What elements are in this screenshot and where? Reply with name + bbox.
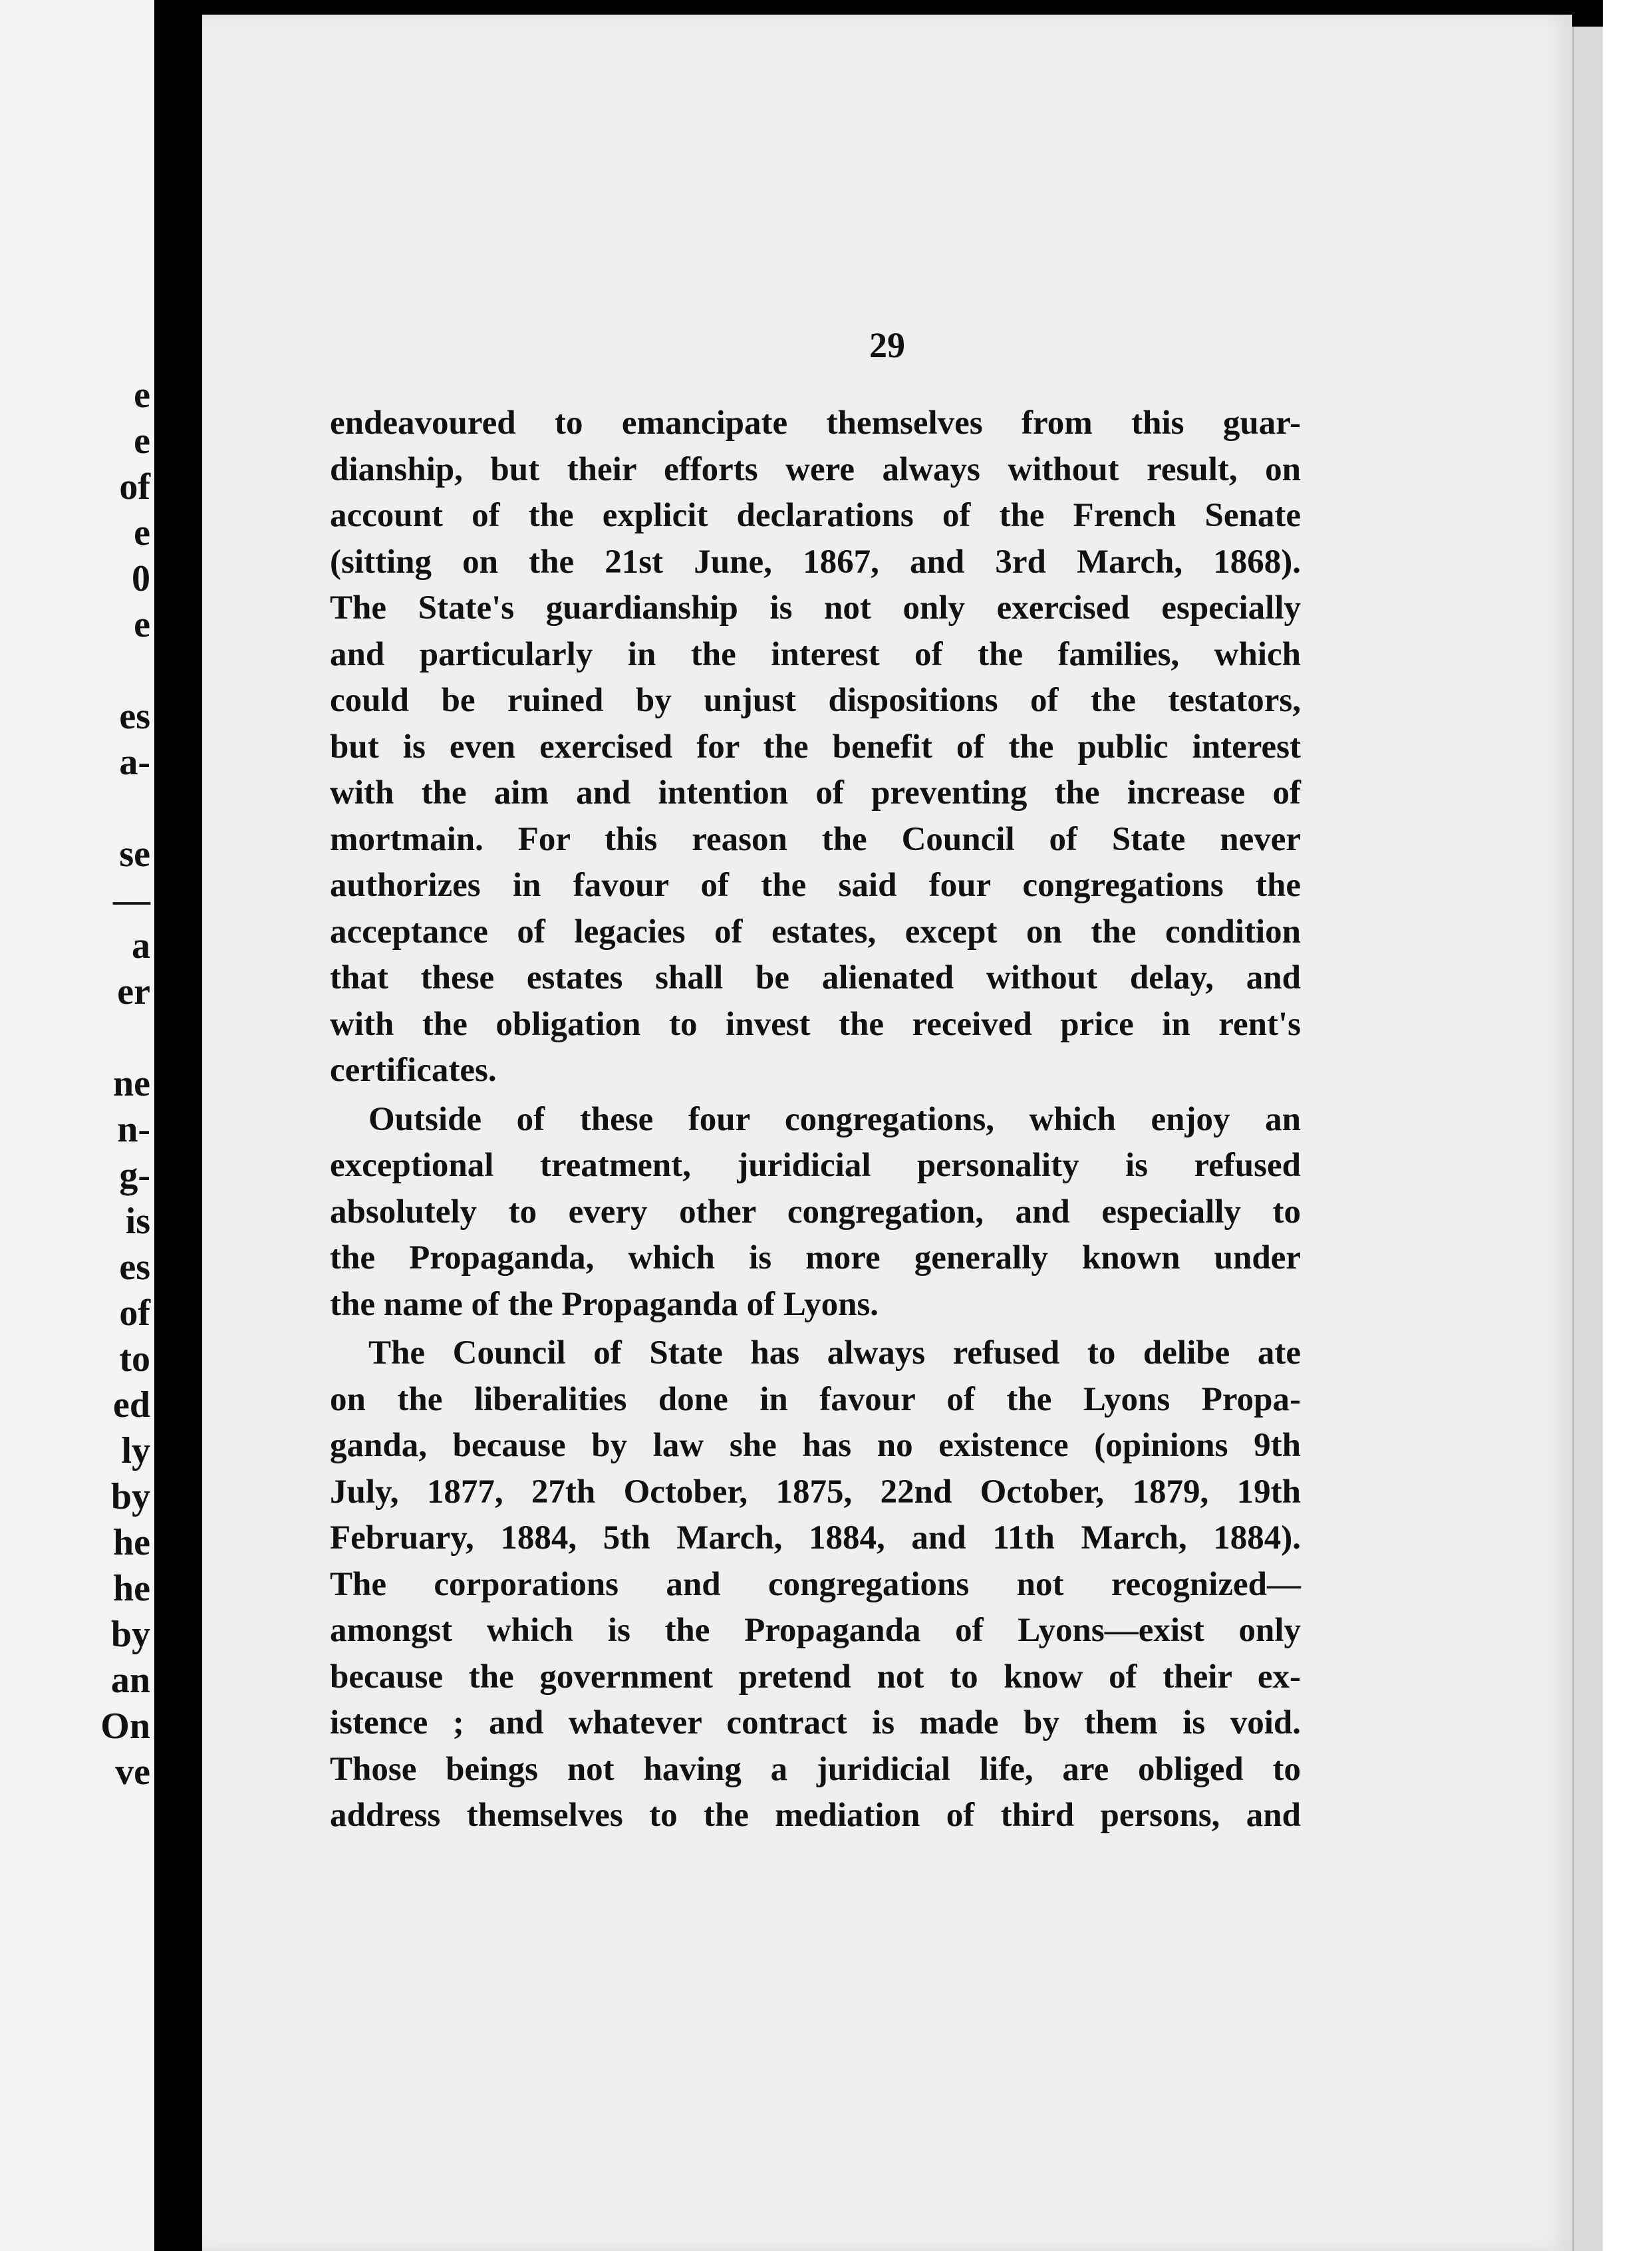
text-line: address themselves to the mediation of third persons, and <box>330 1797 1301 1834</box>
book-gutter <box>154 0 202 2251</box>
left-fragment: er <box>117 971 150 1012</box>
left-fragment: to <box>119 1338 150 1380</box>
text-line: istence ; and whatever contract is made by them is void. <box>330 1704 1301 1741</box>
left-fragment: by <box>110 1476 150 1517</box>
text-line: that these estates shall be alienated without delay, and <box>330 959 1301 996</box>
left-fragment: se <box>119 833 150 875</box>
text-line: February, 1884, 5th March, 1884, and 11th March, 1884). <box>330 1519 1301 1557</box>
left-fragment <box>17 648 150 694</box>
left-fragment: es <box>119 696 150 737</box>
page-edge <box>1572 27 1605 2251</box>
left-fragment: ve <box>115 1751 150 1793</box>
left-fragment: of <box>119 1292 150 1334</box>
text-line: authorizes in favour of the said four congregations the <box>330 867 1301 904</box>
left-fragment: of <box>119 466 150 508</box>
text-line: account of the explicit declarations of the French Senate <box>330 497 1301 534</box>
text-line: certificates. <box>330 1052 497 1089</box>
left-fragment: On <box>100 1706 150 1747</box>
left-fragment: es <box>119 1247 150 1288</box>
text-line: Outside of these four congregations, which enjoy an <box>368 1100 1301 1138</box>
left-fragment: e <box>134 375 150 416</box>
left-fragment: 0 <box>132 558 150 599</box>
text-line: with the obligation to invest the received price in rent's <box>330 1005 1301 1043</box>
left-page-text-fragments <box>17 373 150 1795</box>
text-line: could be ruined by unjust dispositions of the testators, <box>330 682 1301 719</box>
text-line: the name of the Propaganda of Lyons. <box>330 1285 879 1323</box>
left-fragment <box>17 1015 150 1061</box>
text-line: July, 1877, 27th October, 1875, 22nd October, 1879, 19th <box>330 1473 1301 1511</box>
left-fragment <box>17 786 150 831</box>
document-page <box>202 15 1572 2251</box>
text-line: Those beings not having a juridicial life, are obliged to <box>330 1750 1301 1788</box>
text-line: with the aim and intention of preventing the increase of <box>330 774 1301 812</box>
text-line: The State's guardianship is not only exercised especially <box>330 589 1301 627</box>
text-line: dianship, but their efforts were always without result, on <box>330 450 1301 488</box>
text-line: but is even exercised for the benefit of the public interest <box>330 728 1301 766</box>
text-line: because the government pretend not to know of their ex- <box>330 1658 1301 1696</box>
left-fragment: he <box>113 1522 150 1563</box>
left-fragment: ly <box>121 1430 150 1471</box>
left-fragment: is <box>125 1201 150 1242</box>
left-fragment: an <box>110 1660 150 1701</box>
left-fragment: by <box>110 1614 150 1655</box>
text-line: mortmain. For this reason the Council of State never <box>330 820 1301 858</box>
scan-border <box>1603 0 1652 2251</box>
text-line: The corporations and congregations not recognized— <box>330 1565 1301 1603</box>
text-line: acceptance of legacies of estates, except on the condition <box>330 913 1301 951</box>
body-text <box>330 400 1301 1839</box>
left-fragment: ne <box>113 1063 150 1104</box>
left-fragment: ed <box>113 1384 150 1426</box>
left-fragment: a <box>132 925 150 967</box>
left-fragment: a- <box>119 742 150 783</box>
text-line: endeavoured to emancipate themselves from this guar- <box>330 404 1301 442</box>
text-line: ganda, because by law she has no existence (opinions 9th <box>330 1427 1301 1464</box>
left-fragment: n- <box>117 1109 150 1150</box>
text-line: (sitting on the 21st June, 1867, and 3rd March, 1868). <box>330 543 1301 581</box>
text-line: amongst which is the Propaganda of Lyons—exist only <box>330 1612 1301 1649</box>
text-line: The Council of State has always refused to delibe ate <box>368 1334 1301 1372</box>
text-line: exceptional treatment, juridicial personality is refused <box>330 1147 1301 1184</box>
left-fragment: e <box>134 604 150 645</box>
text-line: the Propaganda, which is more generally known under <box>330 1239 1301 1276</box>
left-page <box>0 0 154 2251</box>
page-number: 29 <box>869 325 905 365</box>
left-fragment: e <box>134 420 150 462</box>
text-line: and particularly in the interest of the families, which <box>330 635 1301 673</box>
left-fragment: g- <box>119 1155 150 1196</box>
left-fragment: — <box>113 879 150 921</box>
left-fragment: e <box>134 512 150 553</box>
text-line: on the liberalities done in favour of the Lyons Propa- <box>330 1380 1301 1418</box>
left-fragment: he <box>113 1568 150 1609</box>
text-line: absolutely to every other congregation, and especially to <box>330 1193 1301 1231</box>
